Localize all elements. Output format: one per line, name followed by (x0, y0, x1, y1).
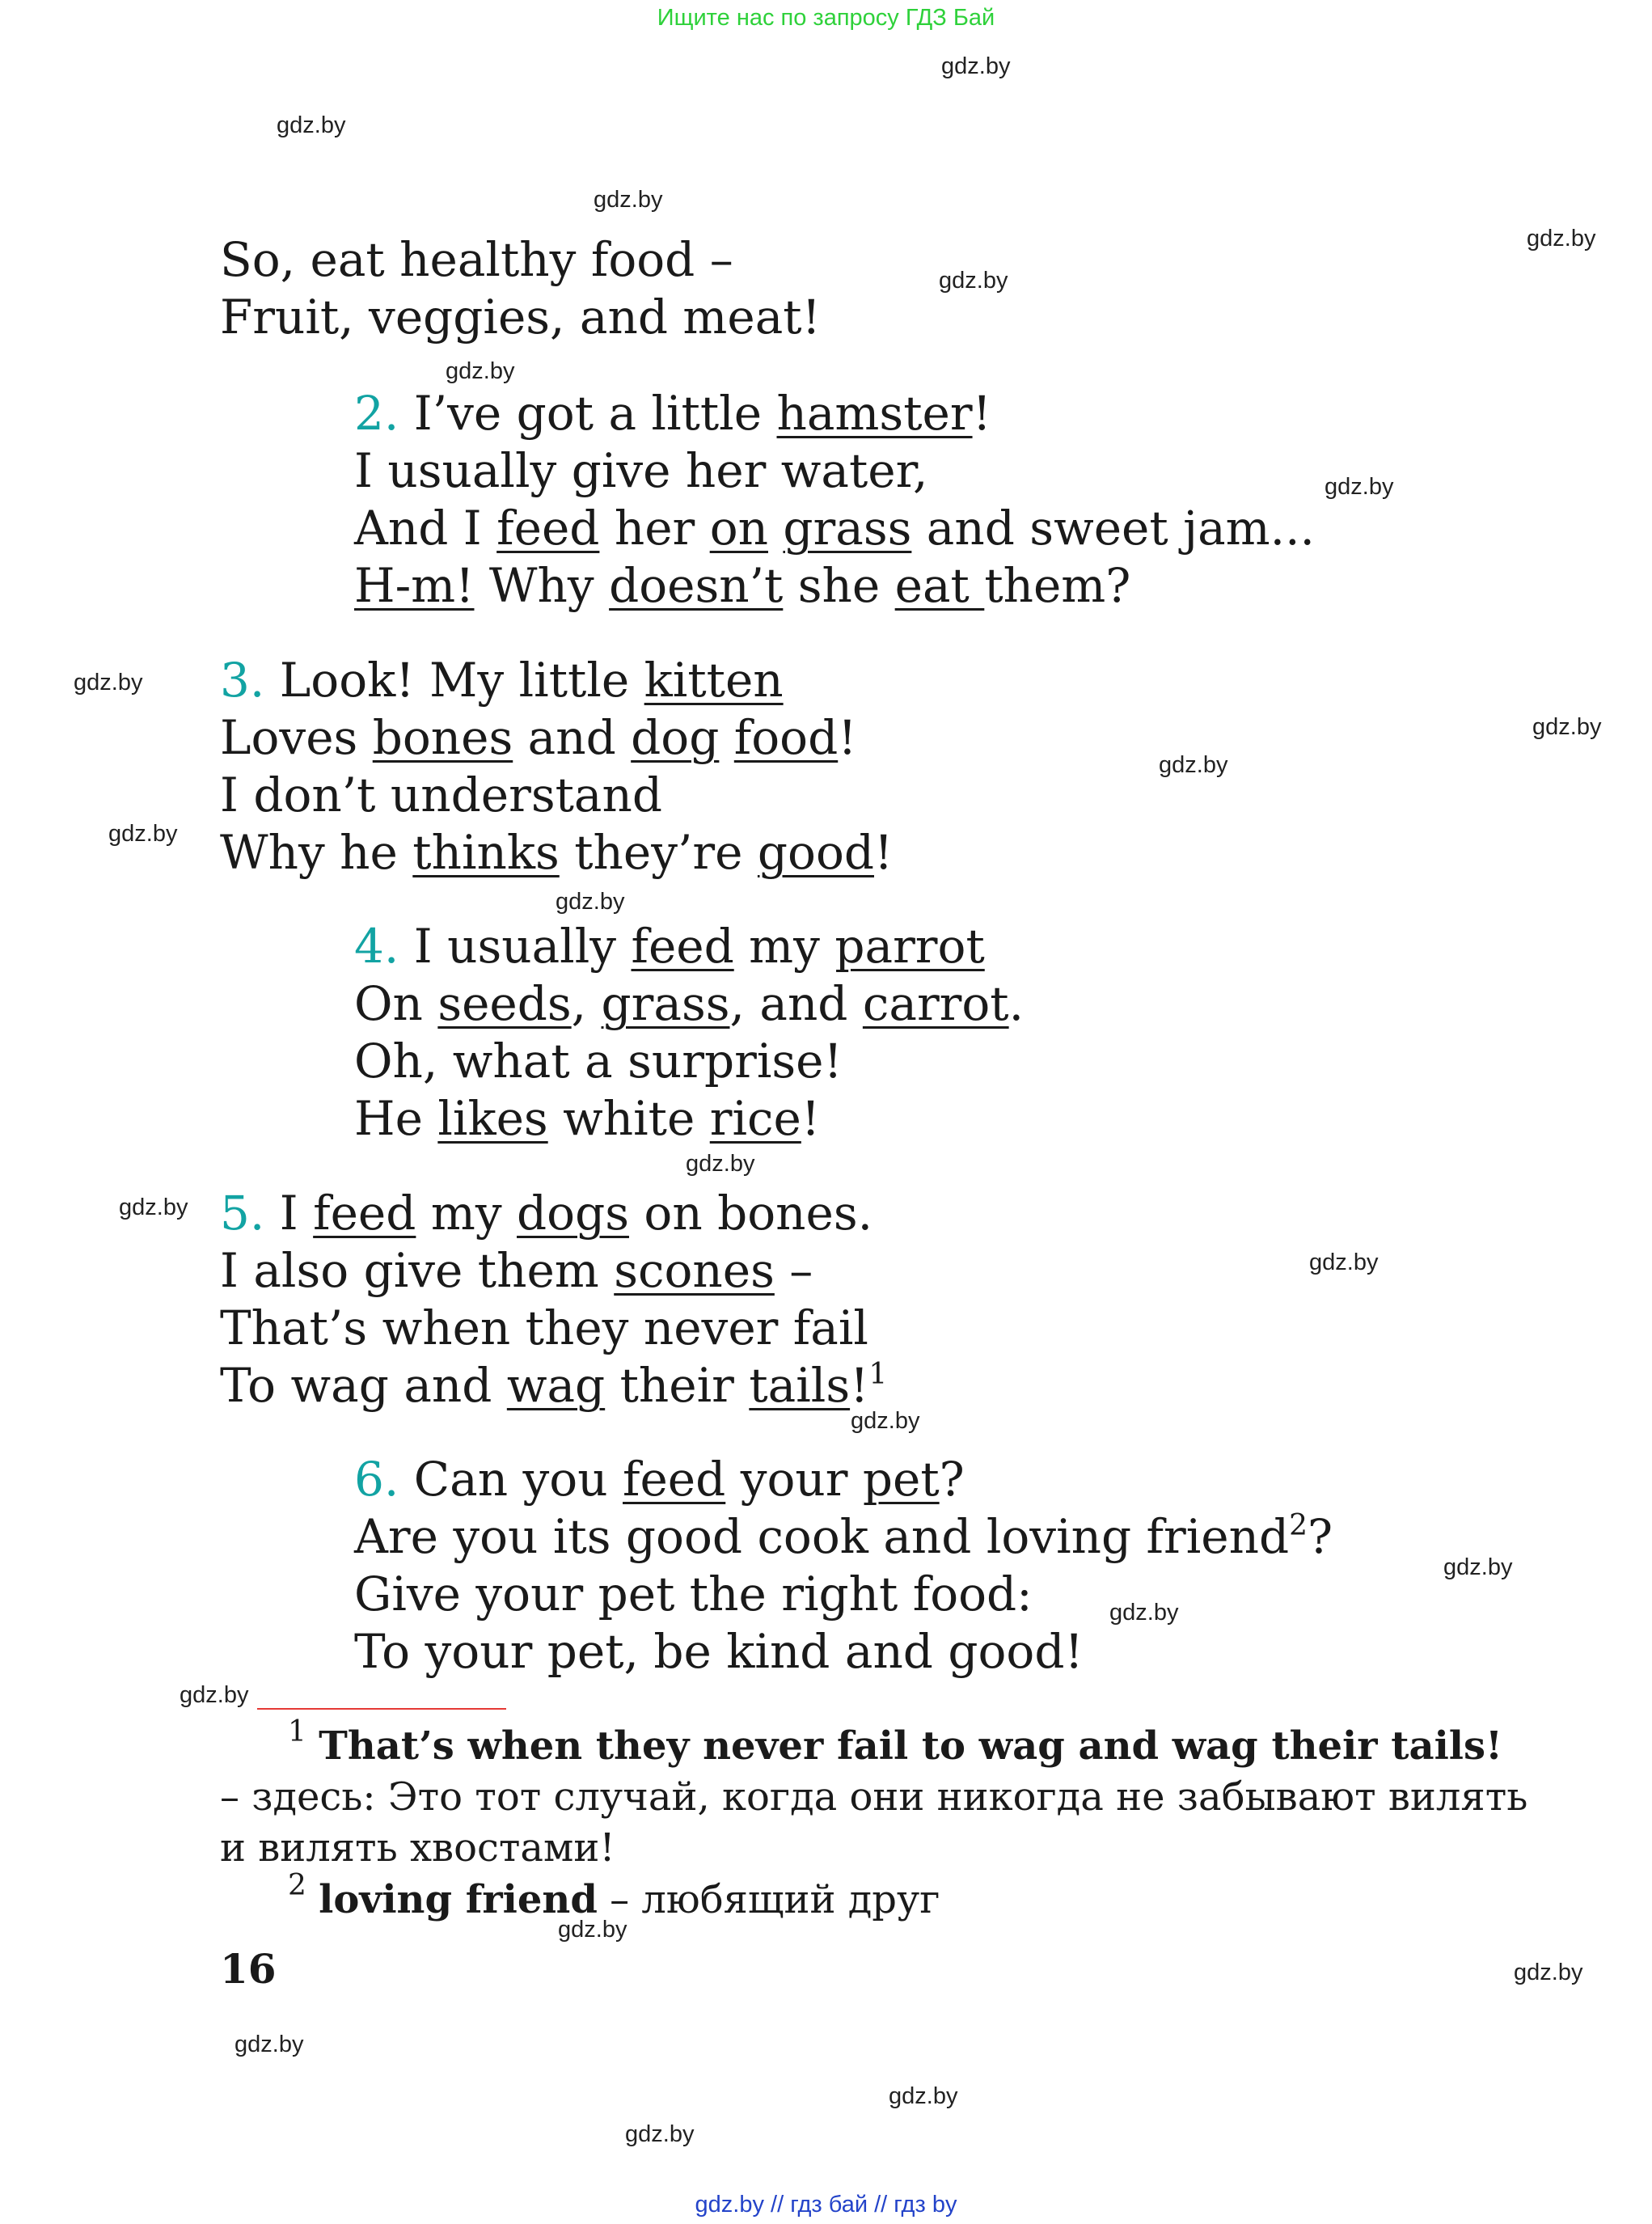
underlined-word: hamster (776, 386, 973, 441)
underlined-word: kitten (644, 653, 784, 708)
footnote-mark: 1 (288, 1715, 306, 1748)
footnote-2: $^2$ loving friend – любящий друг (288, 1869, 940, 1922)
search-hint-banner: Ищите нас по запросу ГДЗ Бай (657, 5, 995, 31)
stanza-number: 3. (220, 653, 265, 708)
poem-line: 2. I’ve got a little hamster! (354, 386, 991, 441)
footer-links[interactable]: gdz.by // гдз бай // гдз by (695, 2192, 957, 2218)
poem-line: That’s when they never fail (220, 1300, 868, 1355)
underlined-word: on (709, 501, 768, 556)
underlined-word: dogs (517, 1186, 629, 1241)
underlined-word: good (757, 825, 874, 880)
poem-line: To wag and wag their tails!$^1$ (220, 1358, 888, 1413)
underlined-word: pet (862, 1452, 940, 1507)
footnote-ref: 2 (1289, 1509, 1308, 1542)
poem-line: 3. Look! My little kitten (220, 653, 784, 708)
underlined-word: carrot (862, 976, 1009, 1031)
poem-line: 5. I feed my dogs on bones. (220, 1186, 873, 1241)
poem-line: So, eat healthy food – (220, 232, 733, 287)
underlined-word: feed (623, 1452, 726, 1507)
poem-line: Why he thinks they’re good! (220, 825, 894, 880)
poem-line: I also give them scones – (220, 1243, 813, 1298)
footnote-divider (257, 1708, 506, 1710)
watermark: gdz.by (556, 889, 625, 915)
footnote-text: любящий друг (641, 1877, 940, 1922)
underlined-word: food (733, 710, 839, 765)
watermark: gdz.by (1159, 752, 1228, 778)
footnote-text: здесь: Это тот случай, когда они никогда не забывают вилять и вилять хвостами! (220, 1774, 1528, 1871)
watermark: gdz.by (1527, 226, 1596, 252)
underlined-word: parrot (834, 919, 985, 974)
underlined-word: thinks (412, 825, 560, 880)
underlined-word: bones (372, 710, 513, 765)
underlined-word: H-m! (354, 558, 475, 613)
watermark: gdz.by (1514, 1960, 1583, 1985)
poem-line: Loves bones and dog food! (220, 710, 857, 765)
watermark: gdz.by (1109, 1600, 1179, 1626)
watermark: gdz.by (234, 2032, 304, 2057)
watermark: gdz.by (180, 1682, 249, 1708)
stanza-number: 2. (354, 386, 399, 441)
watermark: gdz.by (625, 2121, 695, 2147)
poem-line: Fruit, veggies, and meat! (220, 290, 821, 345)
watermark: gdz.by (941, 53, 1011, 79)
stanza-number: 6. (354, 1452, 399, 1507)
underlined-word: likes (437, 1091, 548, 1146)
poem-line: Oh, what a surprise! (354, 1034, 843, 1089)
footnote-term: That’s when they never fail to wag and wag their tails! (319, 1723, 1503, 1769)
stanza-5 (220, 1185, 887, 1414)
footnote-ref: 1 (868, 1358, 888, 1391)
page-number: 16 (220, 1945, 277, 1993)
poem-line: He likes white rice! (354, 1091, 821, 1146)
watermark: gdz.by (1532, 714, 1602, 740)
stanza-number: 4. (354, 919, 399, 974)
watermark: gdz.by (74, 670, 143, 696)
watermark: gdz.by (594, 187, 663, 213)
underlined-word: grass (601, 976, 730, 1031)
watermark: gdz.by (277, 112, 346, 138)
watermark: gdz.by (851, 1408, 920, 1434)
poem-line: H-m! Why doesn’t she eat them? (354, 558, 1131, 613)
watermark: gdz.by (889, 2083, 958, 2109)
underlined-word: feed (313, 1186, 416, 1241)
underlined-word: dog (631, 710, 720, 765)
poem-intro (220, 231, 821, 346)
footnote-mark: 2 (288, 1869, 306, 1902)
underlined-word: rice (709, 1091, 801, 1146)
stanza-2 (354, 385, 1315, 615)
watermark: gdz.by (108, 821, 178, 847)
poem-line: Are you its good cook and loving friend$^2$? (354, 1509, 1333, 1564)
watermark: gdz.by (558, 1917, 627, 1943)
poem-line: I don’t understand (220, 767, 662, 822)
poem-line: 6. Can you feed your pet? (354, 1452, 965, 1507)
footnote-1: $^1$ That’s when they never fail to wag and wag their tails! – здесь: Это тот случай, когда они никогда не забывают вилять и вилять хвостами! (220, 1715, 1528, 1871)
underlined-word: wag (506, 1358, 606, 1413)
underlined-word: feed (631, 919, 734, 974)
watermark: gdz.by (1309, 1249, 1379, 1275)
watermark: gdz.by (1443, 1554, 1513, 1580)
poem-line: 4. I usually feed my parrot (354, 919, 985, 974)
underlined-word: tails (749, 1358, 851, 1413)
watermark: gdz.by (446, 358, 515, 384)
watermark: gdz.by (939, 268, 1008, 294)
stanza-6 (354, 1451, 1333, 1681)
watermark: gdz.by (1325, 474, 1394, 500)
underlined-word: doesn’t (609, 558, 784, 613)
stanza-3 (220, 652, 893, 882)
underlined-word: grass (783, 501, 912, 556)
stanza-4 (354, 918, 1024, 1148)
underlined-word: feed (496, 501, 600, 556)
poem-line: On seeds, grass, and carrot. (354, 976, 1025, 1031)
poem-line: Give your pet the right food: (354, 1567, 1033, 1621)
stanza-number: 5. (220, 1186, 265, 1241)
underlined-word: seeds (437, 976, 572, 1031)
poem-line: I usually give her water, (354, 443, 928, 498)
underlined-word: scones (614, 1243, 775, 1298)
poem-line: And I feed her on grass and sweet jam... (354, 501, 1315, 556)
underlined-word: eat (894, 558, 985, 613)
footnote-term: loving friend (319, 1877, 598, 1922)
watermark: gdz.by (686, 1151, 755, 1177)
watermark: gdz.by (119, 1194, 188, 1220)
poem-line: To your pet, be kind and good! (354, 1624, 1084, 1679)
